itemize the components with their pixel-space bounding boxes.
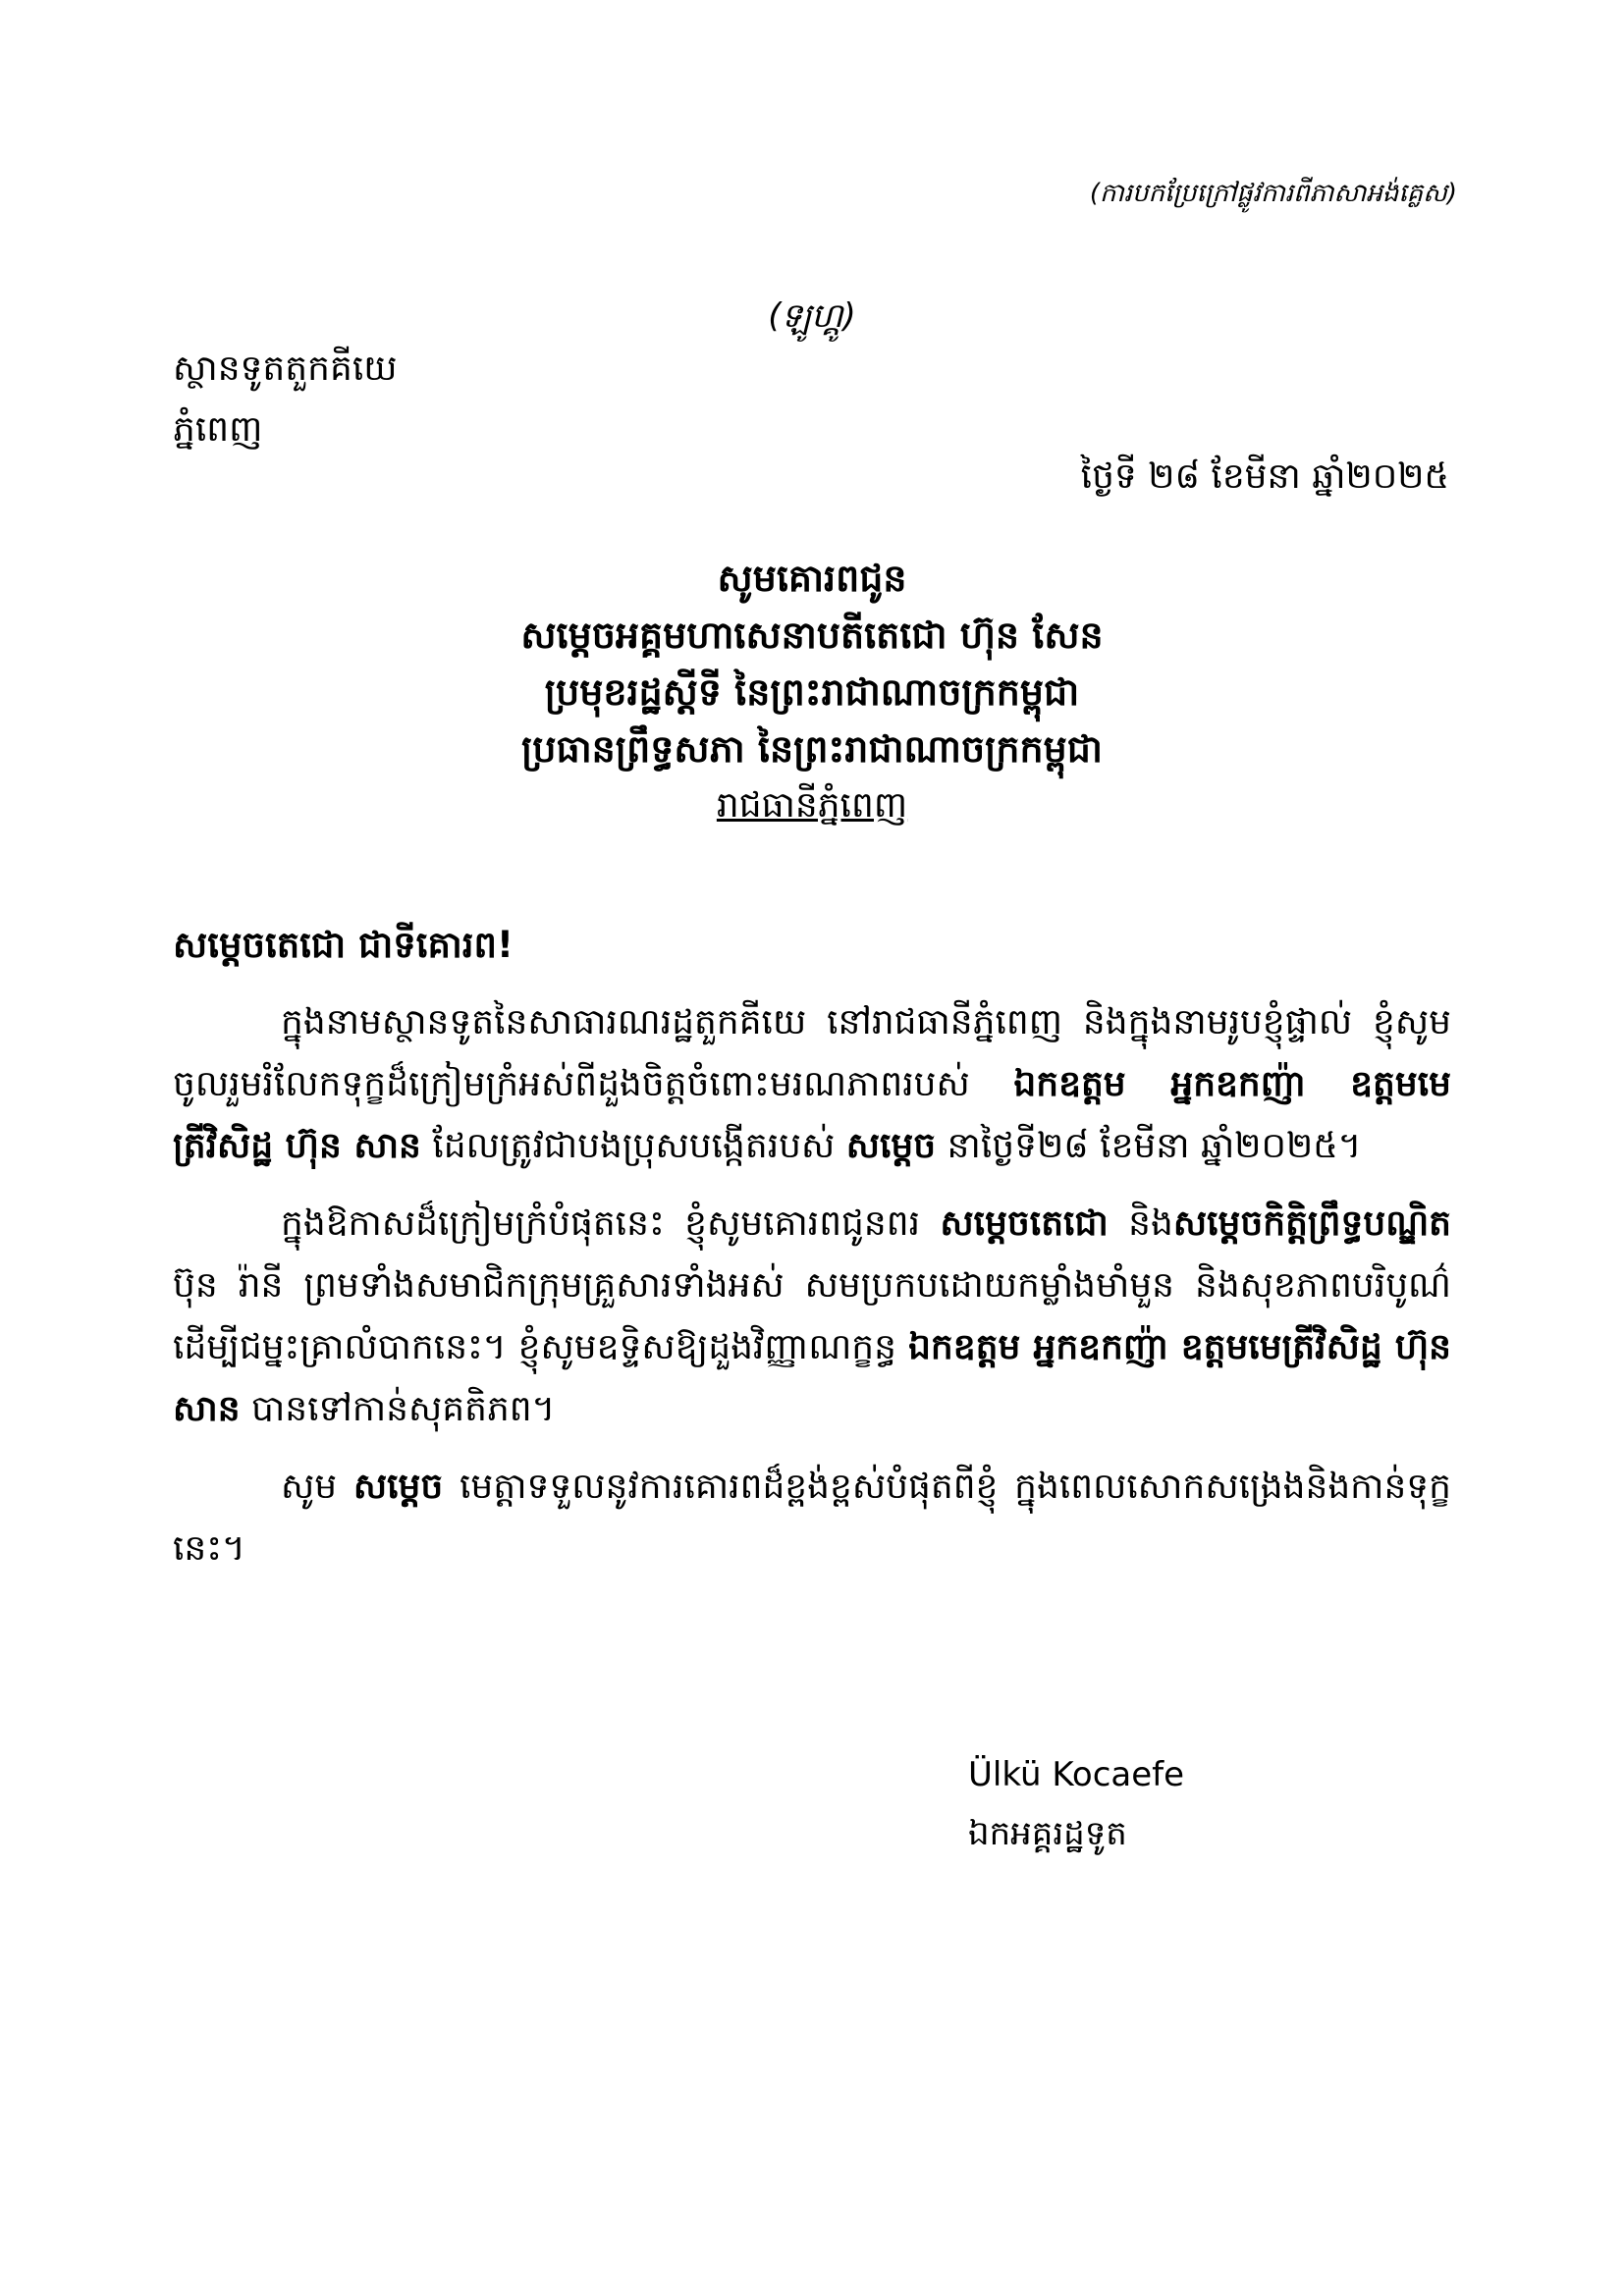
p1-text-1: ក្នុងនាមស្ថានទូតនៃសាធារណរដ្ឋតួកគីយេ នៅរាជធានីភ្នំពេញ និងក្នុងនាមរូបខ្ញុំផ្ទាល់ ខ្ញុំសូមចូលរួមរំលែកទុក្ខដ៏ក្រៀមក្រំអស់ពីដួងចិត្តចំពោះមរណភាពរបស់ <box>173 1002 1451 1104</box>
p3-bold-1: សម្តេច <box>352 1467 444 1507</box>
addressee-name: សម្តេចអគ្គមហាសេនាបតីតេជោ ហ៊ុន សែន <box>520 614 1104 657</box>
p3-text-1: សូម <box>281 1467 353 1507</box>
p3-text-2: មេត្តាទទួលនូវការគោរពដ៏ខ្ពង់ខ្ពស់បំផុតពីខ្ញុំ ក្នុងពេលសោកសង្រេងនិងកាន់ទុក្ខនេះ។ <box>173 1467 1451 1569</box>
p2-text-2: និង <box>1108 1203 1173 1244</box>
addressee-block <box>0 550 1624 834</box>
logo-placeholder: (ឡូហ្គូ) <box>768 296 856 336</box>
signatory-title: ឯកអគ្គរដ្ឋទូត <box>968 1814 1127 1853</box>
addressee-greeting: សូមគោរពជូន <box>717 557 907 600</box>
p1-bold-1: ឯកឧត្តម អ្នកឧកញ៉ា ឧត្តមមេត្រីវិសិដ្ឋ ហ៊ុន សាន <box>173 1064 1452 1166</box>
p2-bold-3: ឯកឧត្តម អ្នកឧកញ៉ា ឧត្តមមេត្រីវិសិដ្ឋ ហ៊ុន សាន <box>173 1327 1451 1429</box>
p2-text-1: ក្នុងឱកាសដ៏ក្រៀមក្រំបំផុតនេះ ខ្ញុំសូមគោរពជូនពរ <box>281 1203 941 1244</box>
sender-block <box>173 339 398 460</box>
signatory-name: Ülkü Kocaefe <box>968 1755 1185 1794</box>
letter-date: ថ្ងៃទី ២៨ ខែមីនា ឆ្នាំ២០២៥ <box>1080 456 1449 497</box>
p2-bold-2: សម្តេចកិត្តិព្រឹទ្ធបណ្ឌិត <box>1172 1203 1451 1244</box>
signature-block <box>968 1745 1184 1863</box>
sender-city: ភ្នំពេញ <box>173 409 263 450</box>
body-paragraph-3 <box>173 1456 1451 1579</box>
body-paragraph-1 <box>173 991 1451 1177</box>
sender-embassy: ស្ថានទូតតួកគីយេ <box>173 348 398 389</box>
addressee-title-2: ប្រធានព្រឹទ្ធសភា នៃព្រះរាជាណាចក្រកម្ពុជា <box>521 727 1103 771</box>
translation-note: (ការបកប្រែក្រៅផ្លូវការពីភាសាអង់គ្លេស) <box>1089 179 1457 208</box>
p1-bold-2: សម្តេច <box>845 1126 937 1166</box>
body-paragraph-2 <box>173 1193 1451 1440</box>
salutation: សម្តេចតេជោ ជាទីគោរព! <box>173 924 514 966</box>
p2-text-3: ប៊ុន រ៉ានី ព្រមទាំងសមាជិកក្រុមគ្រួសារទាំងអស់ សមប្រកបដោយកម្លាំងមាំមួន និងសុខភាពបរិបូណ៌ ដើម្បីជម្នះគ្រាលំបាកនេះ។ ខ្ញុំសូមឧទ្ទិសឱ្យដួងវិញ្ញាណក្ខន្ធ <box>173 1265 1451 1367</box>
p1-text-3: នាថ្ងៃទី២៨ ខែមីនា ឆ្នាំ២០២៥។ <box>936 1126 1362 1166</box>
p2-bold-1: សម្តេចតេជោ <box>940 1203 1109 1244</box>
addressee-city: រាជធានីភ្នំពេញ <box>716 785 908 826</box>
addressee-title-1: ប្រមុខរដ្ឋស្តីទី នៃព្រះរាជាណាចក្រកម្ពុជា <box>544 670 1080 714</box>
letter-body <box>173 991 1451 1595</box>
p1-text-2: ដែលត្រូវជាបងប្រុសបង្កើតរបស់ <box>420 1126 846 1166</box>
p2-text-4: បានទៅកាន់សុគតិភព។ <box>240 1389 556 1429</box>
